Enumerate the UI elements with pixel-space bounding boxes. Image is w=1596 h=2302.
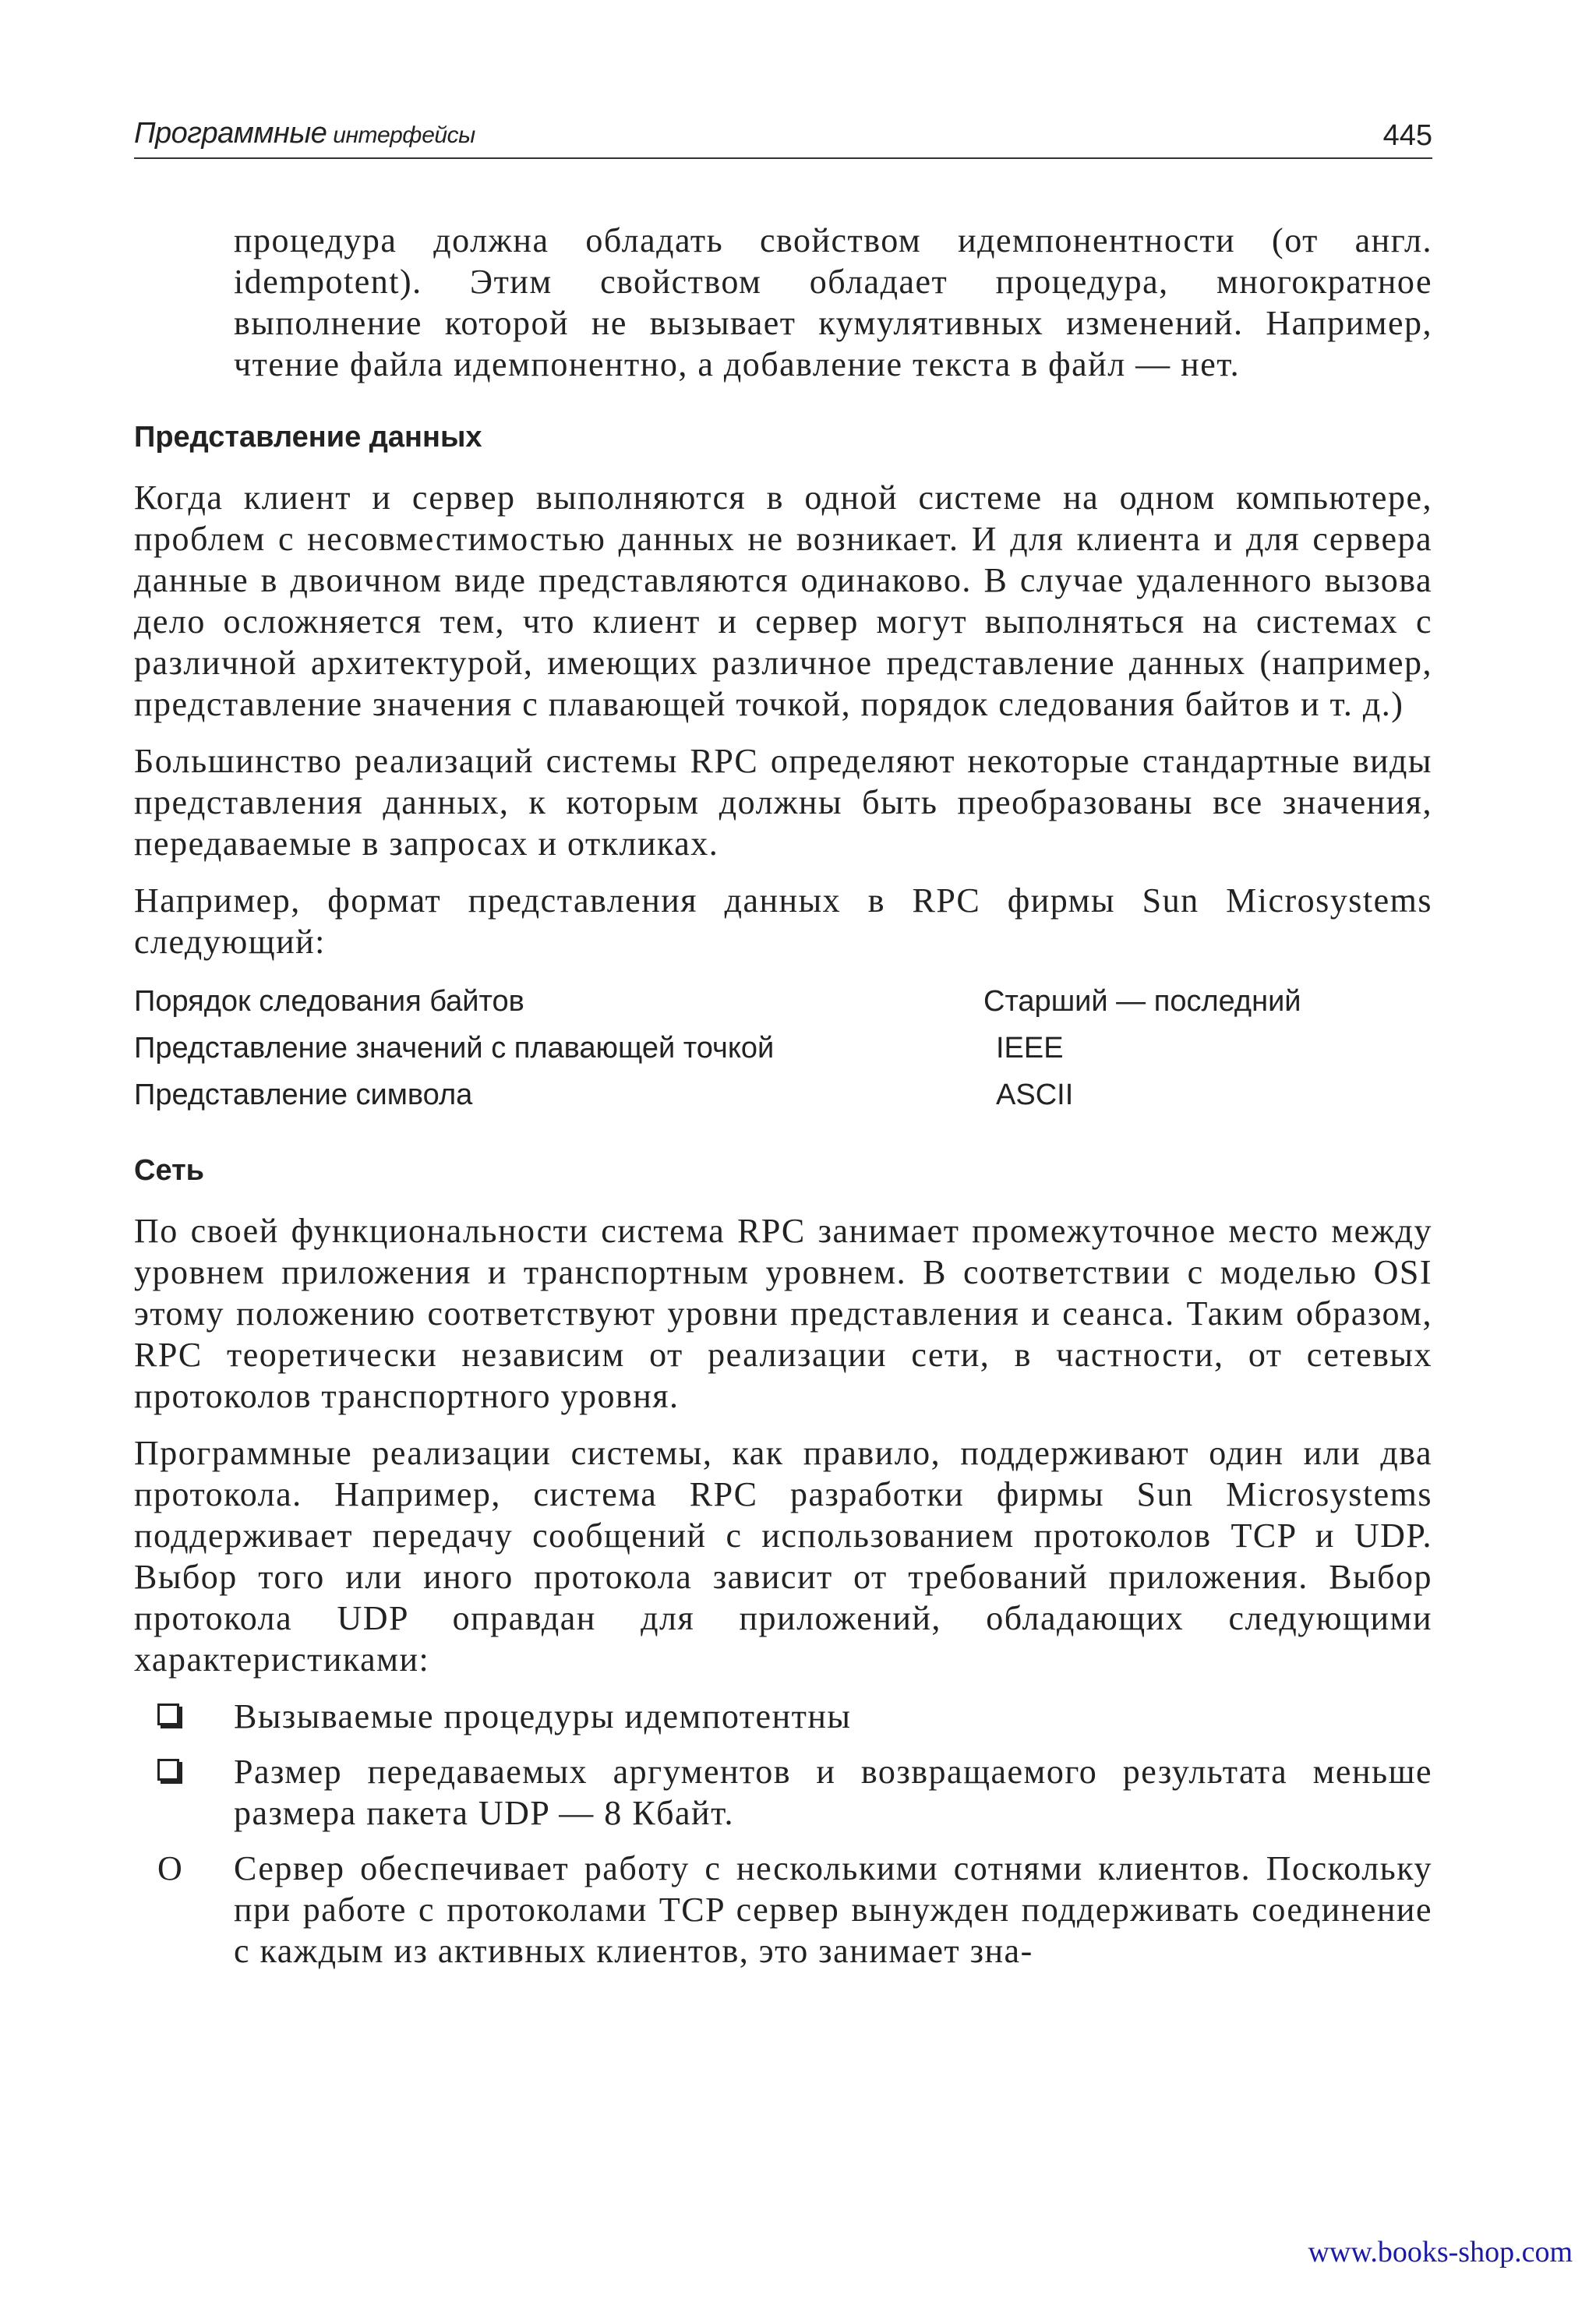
paragraph: Программные реализации системы, как правило, поддерживают один или два протокола. Например, система RPC разработки фирмы Sun Microsystems поддерживает передачу сообщений с использованием протоколов TCP и UDP. Выбор того или иного протокола зависит от требований приложения. Выбор протокола UDP оправдан для приложений, обладающих следующими характеристиками: xyxy=(134,1434,1432,1679)
paragraph: По своей функциональности система RPC занимает промежуточное место между уровнем приложения и транспортным уровнем. В соответствии с моделью OSI этому положению соответствуют уровни представления и сеанса. Таким образом, RPC теоретически независим от реализации сети, в частности, от сетевых протоколов транспортного уровня. xyxy=(134,1212,1432,1415)
table-value: ASCII xyxy=(996,1079,1074,1111)
sun-rpc-format-table xyxy=(134,978,1432,1118)
paragraph: Большинство реализаций системы RPC определяют некоторые стандартные виды представления данных, к которым должны быть преобразованы все значения, передаваемые в запросах и откликах. xyxy=(134,742,1432,863)
paragraph: Когда клиент и сервер выполняются в одной системе на одном компьютере, проблем с несовместимостью данных не возникает. И для клиента и для сервера данные в двоичном виде представляются одинаково. В случае удаленного вызова дело осложняется тем, что клиент и сервер могут выполняться на системах с различной архитектурой, имеющих различное представление данных (например, представление значения с плавающей точкой, порядок следования байтов и т. д.) xyxy=(134,478,1432,723)
table-value: Старший — последний xyxy=(983,985,1301,1018)
section-heading-data-representation: Представление данных xyxy=(134,421,482,454)
list-item xyxy=(134,1751,1432,1834)
list-item xyxy=(134,1848,1432,1972)
list-item xyxy=(134,1696,1432,1737)
intro-paragraph: процедура должна обладать свойством идемпонентности (от англ. idempotent). Этим свойством обладает процедура, многократное выполнение которой не вызывает кумулятивных изменений. Например, чтение файла идемпонентно, а добавление текста в файл — нет. xyxy=(234,221,1432,383)
table-row xyxy=(134,1072,1432,1118)
checkbox-bullet-icon xyxy=(157,1704,179,1725)
running-head-section xyxy=(134,113,475,156)
list-item-text: Сервер обеспечивает работу с несколькими сотнями клиентов. Поскольку при работе с протоколами TCP сервер вынужден поддерживать соединение с каждым из активных клиентов, это занимает зна- xyxy=(234,1849,1432,1970)
table-key: Представление символа xyxy=(134,1079,473,1111)
letter-bullet: О xyxy=(157,1849,184,1887)
paragraph: Например, формат представления данных в RPC фирмы Sun Microsystems следующий: xyxy=(134,881,1432,961)
running-head xyxy=(134,117,1432,159)
footer-website-link[interactable]: www.books-shop.com xyxy=(1308,2236,1573,2268)
section-title-main: Программные xyxy=(134,117,327,150)
section-title-small: интерфейсы xyxy=(327,122,475,148)
list-item-text: Размер передаваемых аргументов и возвращаемого результата меньше размера пакета UDP — 8 Кбайт. xyxy=(234,1753,1432,1832)
checkbox-bullet-icon xyxy=(157,1759,179,1781)
table-row xyxy=(134,1025,1432,1072)
table-key: Порядок следования байтов xyxy=(134,985,524,1018)
udp-characteristics-list xyxy=(134,1696,1432,1972)
page-number: 445 xyxy=(1382,119,1432,152)
table-value: IEEE xyxy=(996,1032,1064,1064)
section-heading-network: Сеть xyxy=(134,1154,205,1187)
list-item-text: Вызываемые процедуры идемпотентны xyxy=(234,1697,852,1735)
page-content xyxy=(134,220,1432,1986)
table-row xyxy=(134,978,1432,1025)
table-key: Представление значений с плавающей точкой xyxy=(134,1032,775,1064)
